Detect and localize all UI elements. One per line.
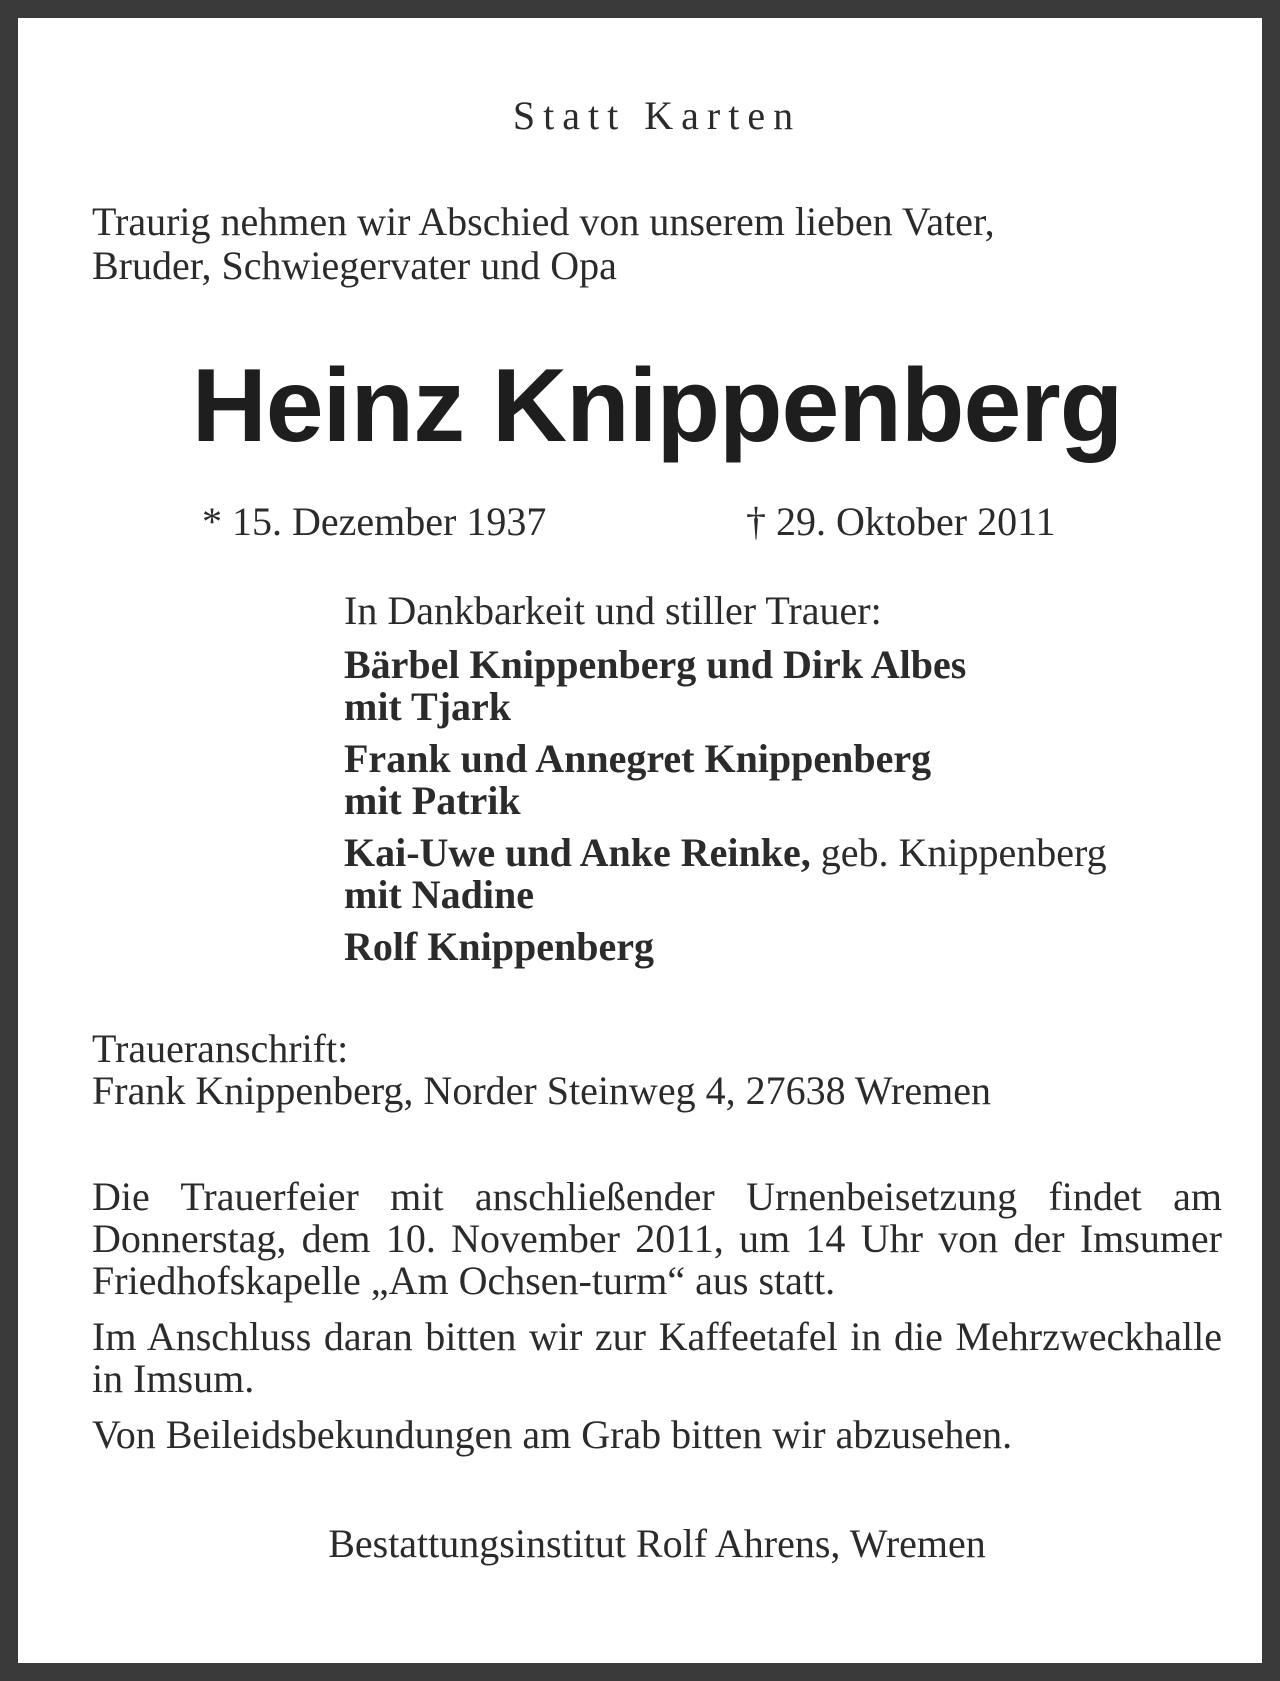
obituary-content: [92, 88, 1222, 1566]
death-date: † 29. Oktober 2011: [746, 499, 1056, 544]
family-member-children: mit Patrik: [344, 778, 521, 823]
birth-date: * 15. Dezember 1937: [202, 499, 547, 544]
family-member-children: mit Nadine: [344, 872, 534, 917]
address-label: Traueranschrift:: [92, 1026, 349, 1071]
family-member-names: Kai-Uwe und Anke Reinke,: [344, 830, 811, 875]
family-member: [344, 644, 1222, 728]
mourning-address: [92, 1028, 1222, 1112]
life-dates: [92, 498, 1222, 546]
family-member-children: mit Tjark: [344, 684, 512, 729]
ceremony-info: [92, 1176, 1222, 1456]
family-member-line: Frank und Annegret Knippenberg: [344, 736, 932, 781]
family-member: [344, 832, 1222, 916]
condolence-paragraph: Von Beileidsbekundungen am Grab bitten wir abzusehen.: [92, 1412, 1013, 1457]
ceremony-paragraph: Die Trauerfeier mit anschließender Urnenbeisetzung findet am Donnerstag, dem 10. November 2011, um 14 Uhr von der Imsumer Friedhofskapelle „Am Ochsen-turm“ aus statt.: [92, 1174, 1222, 1303]
family-member-maiden-name: geb. Knippenberg: [810, 830, 1107, 875]
family-member-line: Bärbel Knippenberg und Dirk Albes: [344, 642, 967, 687]
intro-line-1: Traurig nehmen wir Abschied von unserem lieben Vater,: [92, 199, 995, 244]
reception-paragraph: Im Anschluss daran bitten wir zur Kaffeetafel in die Mehrzweckhalle in Imsum.: [92, 1314, 1222, 1401]
family-member: [344, 738, 1222, 822]
family-member-line: [344, 832, 1222, 874]
address-value: Frank Knippenberg, Norder Steinweg 4, 27638 Wremen: [92, 1068, 991, 1113]
header-statt-karten: Statt Karten: [512, 93, 802, 138]
undertaker-name: Bestattungsinstitut Rolf Ahrens, Wremen: [328, 1521, 986, 1566]
intro-line-2: Bruder, Schwiegervater und Opa: [92, 243, 617, 288]
family-intro: In Dankbarkeit und stiller Trauer:: [344, 588, 882, 633]
intro-text: [92, 200, 1222, 288]
family-list: [344, 590, 1222, 968]
deceased-name: Heinz Knippenberg: [191, 348, 1123, 464]
family-member: [344, 926, 1222, 968]
family-member-line: Rolf Knippenberg: [344, 924, 655, 969]
